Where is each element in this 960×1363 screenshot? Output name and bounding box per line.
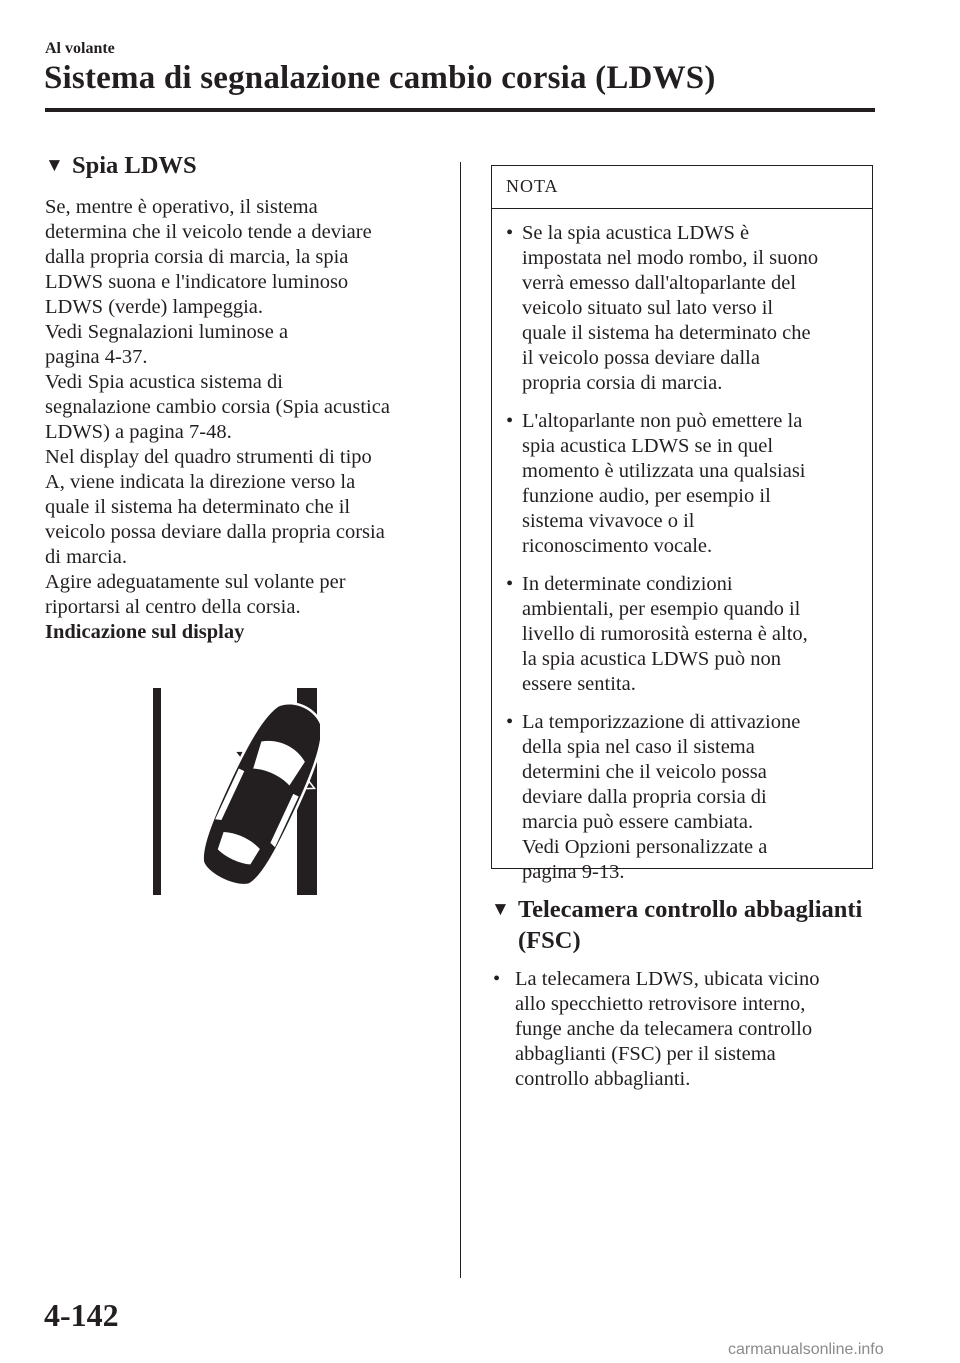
watermark: carmanualsonline.info (728, 1341, 884, 1358)
fsc-list (491, 967, 881, 1105)
heading-text: Spia LDWS (72, 152, 197, 179)
car-drifting-across-lane-icon (150, 685, 320, 897)
item-line: determini che il veicolo possa (522, 761, 767, 783)
item-line: La telecamera LDWS, ubicata vicino (515, 968, 820, 990)
body-line: A, viene indicata la direzione verso la (45, 471, 356, 493)
display-label: Indicazione sul display (45, 621, 245, 643)
item-line: sistema vivavoce o il (522, 510, 695, 532)
triangle-down-icon: ▼ (45, 155, 64, 176)
note-box (491, 165, 873, 883)
item-line: L'altoparlante non può emettere la (522, 410, 803, 432)
item-line: pagina 9-13. (522, 861, 625, 883)
left-column (45, 150, 440, 645)
bullet-icon: • (506, 222, 514, 244)
item-line: della spia nel caso il sistema (522, 736, 755, 758)
left-lane-line (153, 688, 161, 895)
body-line: LDWS) a pagina 7-48. (45, 421, 232, 443)
list-item (491, 967, 881, 1092)
bullet-icon: • (506, 711, 514, 733)
item-line: controllo abbaglianti. (515, 1068, 691, 1090)
item-line: verrà emesso dall'altoparlante del (522, 272, 797, 294)
page-title: Sistema di segnalazione cambio corsia (LDWS) (44, 60, 716, 96)
page-number: 4-142 (44, 1297, 119, 1333)
item-line: impostata nel modo rombo, il suono (522, 247, 819, 269)
body-line: Se, mentre è operativo, il sistema (45, 196, 318, 218)
list-item (492, 409, 872, 559)
item-line: Vedi Opzioni personalizzate a (522, 836, 768, 858)
item-line: ambientali, per esempio quando il (522, 598, 801, 620)
item-line: il veicolo possa deviare dalla (522, 347, 760, 369)
item-line: deviare dalla propria corsia di (522, 786, 767, 808)
item-line: riconoscimento vocale. (522, 535, 713, 557)
item-line: marcia può essere cambiata. (522, 811, 754, 833)
body-line: pagina 4-37. (45, 346, 148, 368)
item-line: Se la spia acustica LDWS è (522, 222, 750, 244)
body-line: Vedi Spia acustica sistema di (45, 371, 283, 393)
body-line: determina che il veicolo tende a deviare (45, 221, 372, 243)
item-line: funzione audio, per esempio il (522, 485, 771, 507)
column-divider (460, 162, 461, 1278)
body-line: riportarsi al centro della corsia. (45, 596, 301, 618)
list-item (492, 221, 872, 396)
section-heading-fsc (491, 894, 881, 966)
body-line: segnalazione cambio corsia (Spia acustica (45, 396, 390, 418)
item-line: funge anche da telecamera controllo (515, 1018, 813, 1040)
title-rule (45, 108, 875, 112)
body-line: di marcia. (45, 546, 127, 568)
item-line: spia acustica LDWS se in quel (522, 435, 774, 457)
item-line: abbaglianti (FSC) per il sistema (515, 1043, 776, 1065)
body-text (45, 195, 440, 620)
item-line: la spia acustica LDWS può non (522, 648, 782, 670)
item-line: quale il sistema ha determinato che (522, 322, 811, 344)
item-line: propria corsia di marcia. (522, 372, 723, 394)
body-line: LDWS (verde) lampeggia. (45, 296, 264, 318)
bullet-icon: • (506, 573, 514, 595)
note-list (492, 209, 872, 885)
section-label: Al volante (45, 40, 115, 57)
item-line: veicolo situato sul lato verso il (522, 297, 774, 319)
body-line: LDWS suona e l'indicatore luminoso (45, 271, 349, 293)
body-line: dalla propria corsia di marcia, la spia (45, 246, 349, 268)
item-line: In determinate condizioni (522, 573, 733, 595)
body-line: Agire adeguatamente sul volante per (45, 571, 346, 593)
heading-text: Telecamera controllo abbaglianti (FSC) (518, 896, 863, 954)
item-line: livello di rumorosità esterna è alto, (522, 623, 808, 645)
body-line: Vedi Segnalazioni luminose a (45, 321, 289, 343)
body-line: quale il sistema ha determinato che il (45, 496, 351, 518)
section-heading-spia-ldws (45, 150, 440, 181)
body-line: veicolo possa deviare dalla propria corsia (45, 521, 385, 543)
list-item (492, 572, 872, 697)
bullet-icon: • (493, 968, 501, 990)
triangle-down-icon: ▼ (491, 899, 510, 920)
note-label: NOTA (492, 166, 872, 209)
body-line: Nel display del quadro strumenti di tipo (45, 446, 372, 468)
list-item (492, 710, 872, 885)
bullet-icon: • (506, 410, 514, 432)
item-line: allo specchietto retrovisore interno, (515, 993, 806, 1015)
item-line: essere sentita. (522, 673, 636, 695)
item-line: La temporizzazione di attivazione (522, 711, 801, 733)
item-line: momento è utilizzata una qualsiasi (522, 460, 806, 482)
